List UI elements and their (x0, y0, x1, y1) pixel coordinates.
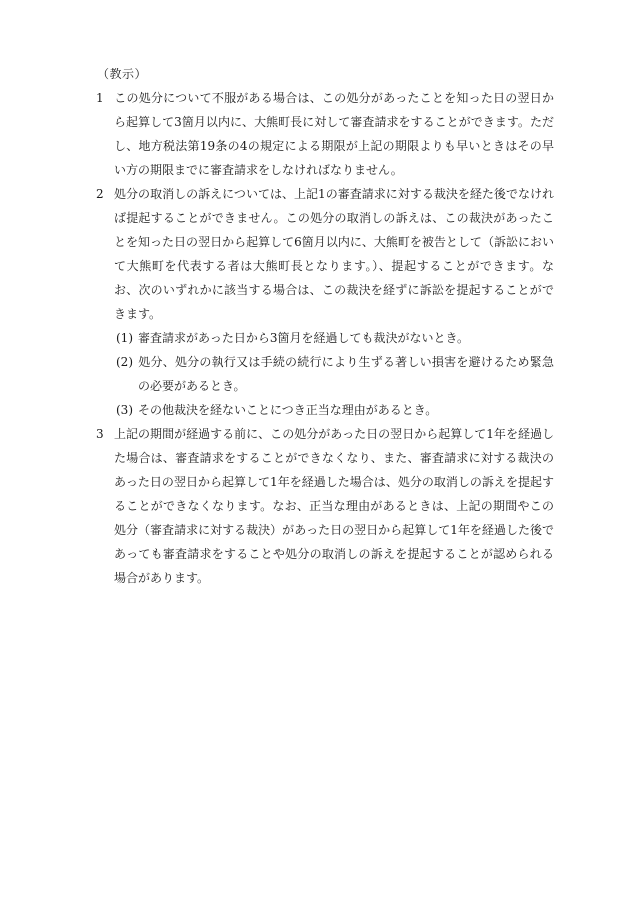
item-number: 1 (96, 91, 104, 105)
item-text: 上記の期間が経過する前に、この処分があった日の翌日から起算して1年を経過した場合は、審査請求をすることができなくなり、また、審査請求に対する裁決のあった日の翌日から起算して1年を経過した場合は、処分の取消しの訴えを提起することができなくなります。なお、正当な理由があるときは、上記の期間やこの処分（審査請求に対する裁決）があった日の翌日から起算して1年を経過した後であっても審査請求をすることや処分の取消しの訴えを提起することが認められる場合があります。 (114, 427, 554, 585)
appeal-notice (0, 62, 630, 590)
subitem-number: (3) (116, 403, 133, 417)
notice-subitem-3 (116, 398, 554, 422)
notice-item-1 (96, 86, 554, 182)
subitem-text: 審査請求があった日から3箇月を経過しても裁決がないとき。 (138, 331, 470, 345)
subitem-number: (2) (116, 355, 133, 369)
item-text: 処分の取消しの訴えについては、上記1の審査請求に対する裁決を経た後でなければ提起することができません。この処分の取消しの訴えは、この裁決があったことを知った日の翌日から起算して6箇月以内に、大熊町を被告として（訴訟において大熊町を代表する者は大熊町長となります。）、提起することができます。なお、次のいずれかに該当する場合は、この裁決を経ずに訴訟を提起することができます。 (114, 187, 554, 321)
notice-item-2 (96, 182, 554, 326)
notice-heading: （教示） (97, 67, 148, 81)
subitem-text: その他裁決を経ないことにつき正当な理由があるとき。 (138, 403, 438, 417)
notice-subitem-2 (116, 350, 554, 398)
item-number: 3 (96, 427, 104, 441)
item-number: 2 (96, 187, 104, 201)
notice-item-3 (96, 422, 554, 590)
subitem-number: (1) (116, 331, 133, 345)
notice-subitem-1 (116, 326, 554, 350)
subitem-text: 処分、処分の執行又は手続の続行により生ずる著しい損害を避けるため緊急の必要があるとき。 (138, 355, 554, 393)
item-text: この処分について不服がある場合は、この処分があったことを知った日の翌日から起算して3箇月以内に、大熊町長に対して審査請求をすることができます。ただし、地方税法第19条の4の規定による期限が上記の期限よりも早いときはその早い方の期限までに審査請求をしなければなりません。 (114, 91, 554, 177)
